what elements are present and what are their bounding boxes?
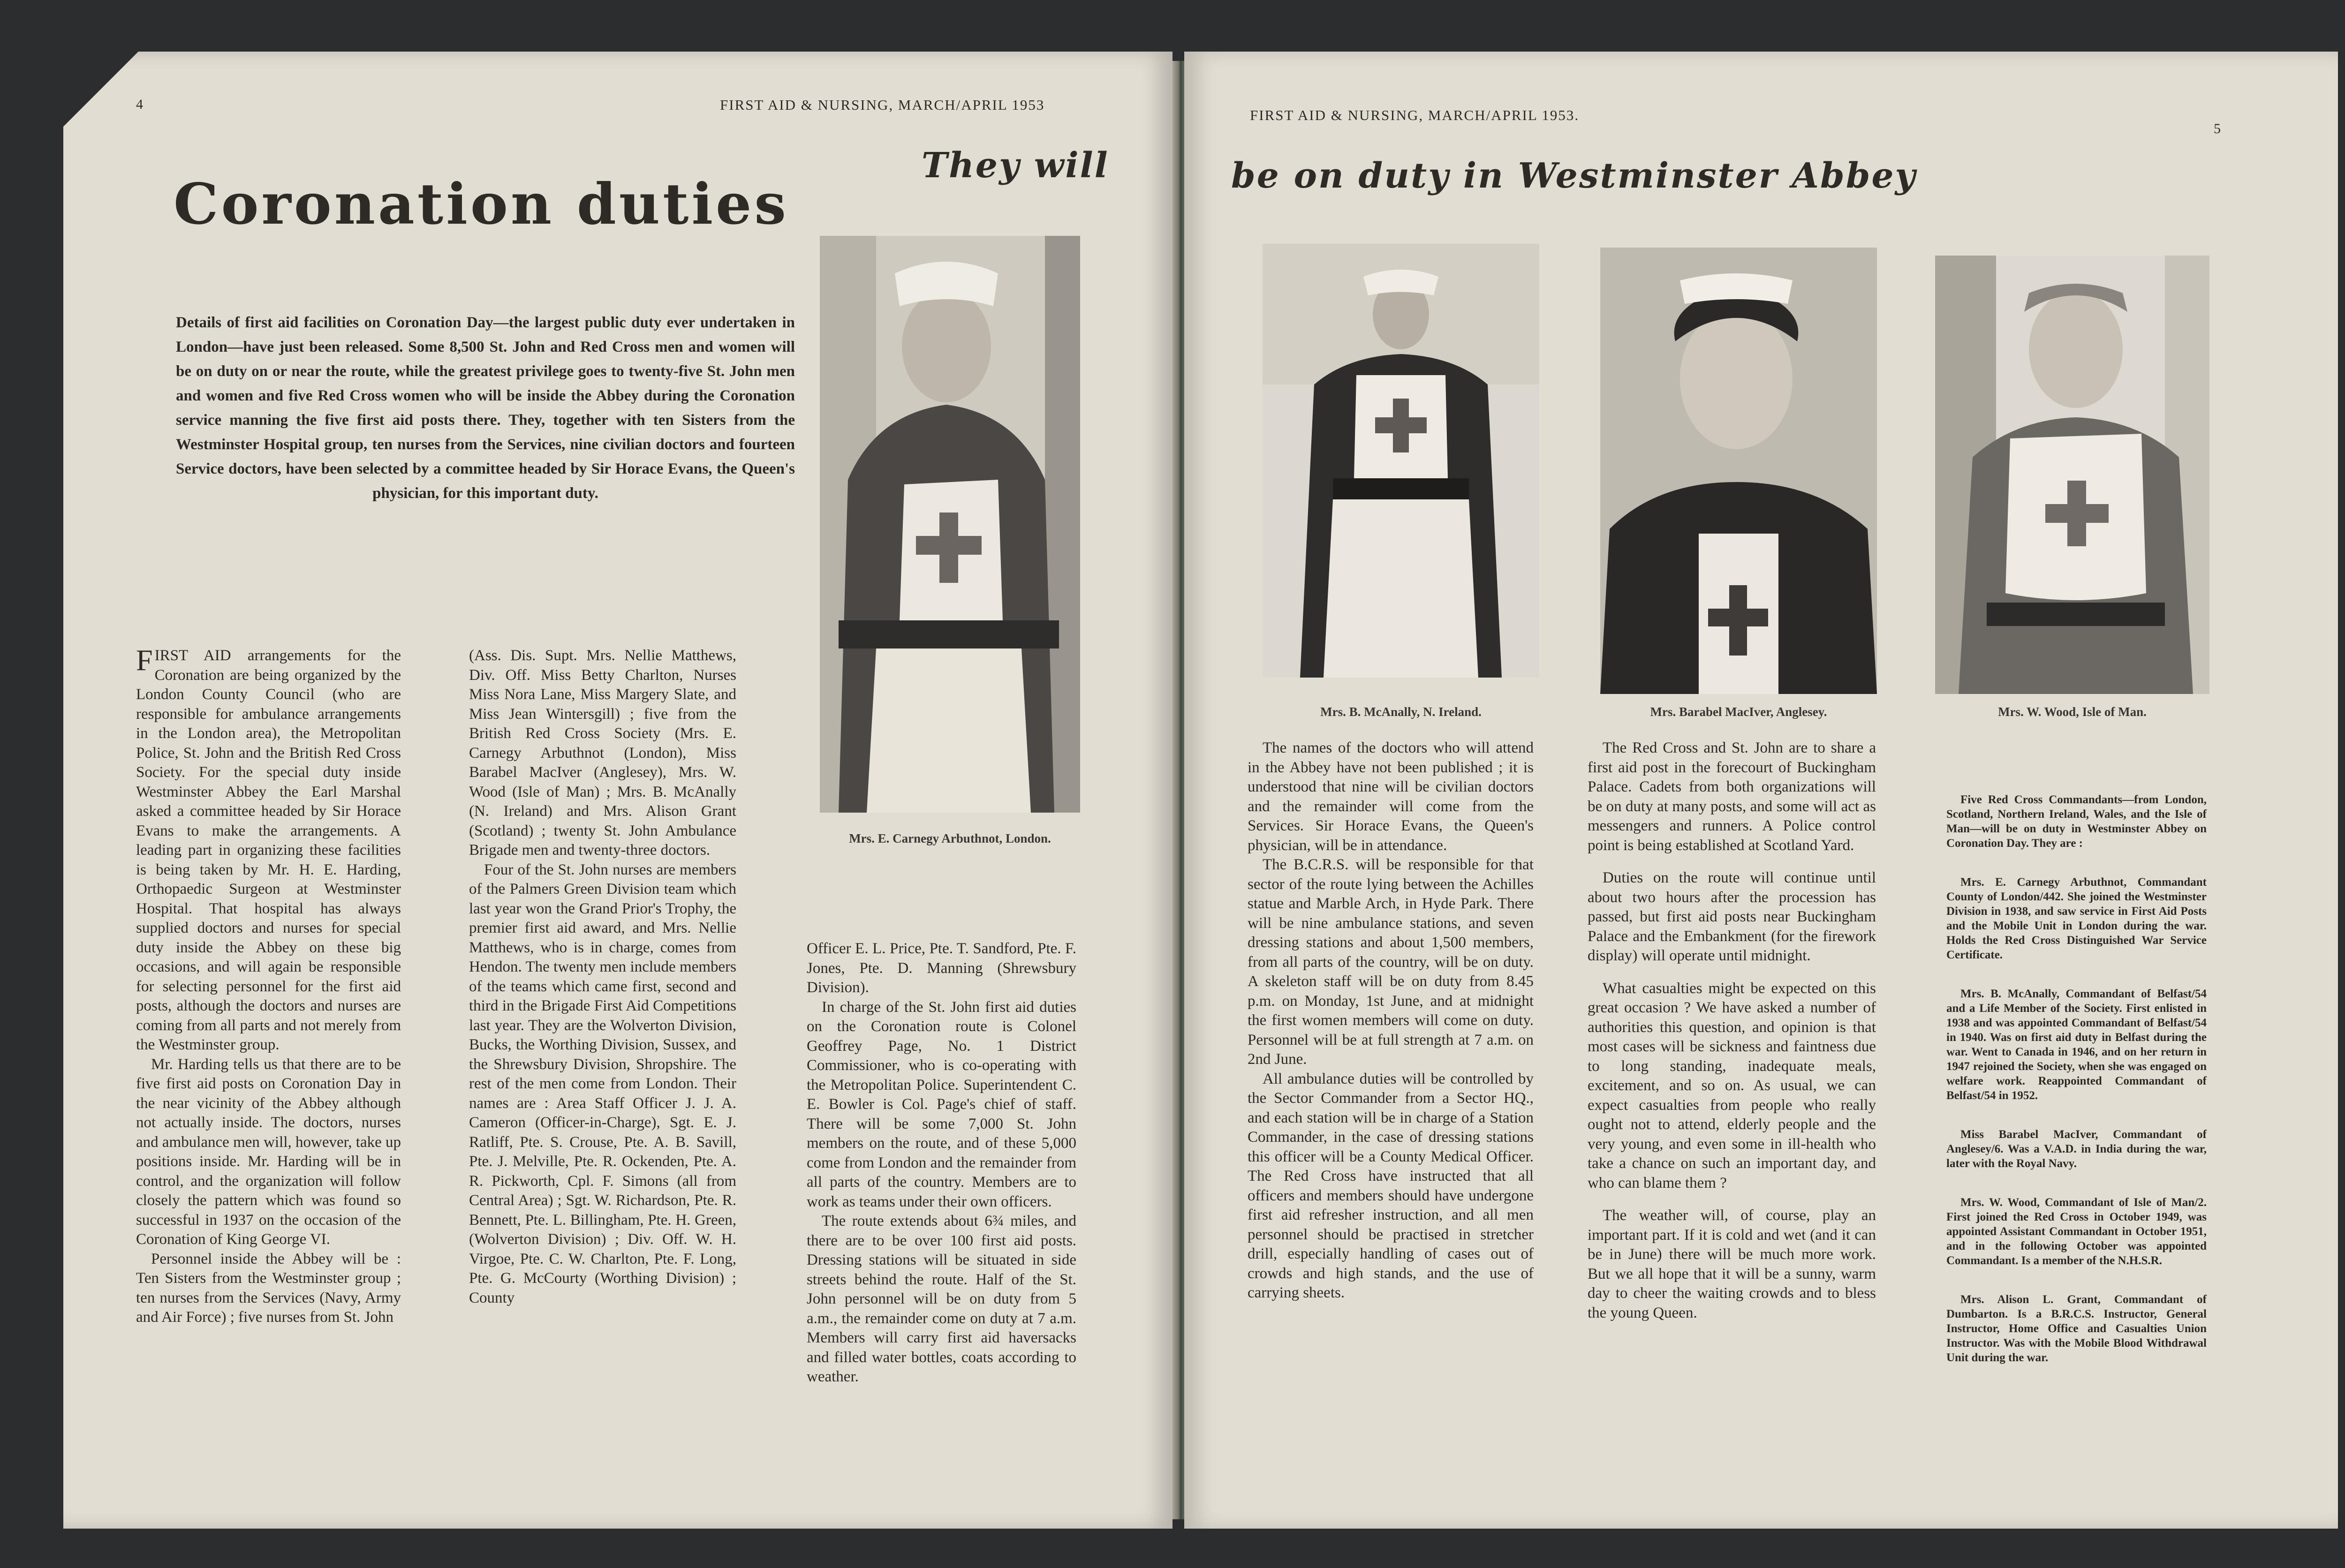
body-column-4 [1248, 739, 1534, 1303]
col3-paragraph-3: The route extends about 6¾ miles, and there are to be over 100 first aid posts. Dressing stations will be situated in side streets behind the route. Half of the St. John personnel will be on duty from 5 a.m., the remainder come on duty at 7 a.m. Members will carry first aid haversacks and filled water bottles, coats according to weather. [807, 1213, 1076, 1385]
photo-caption-wood: Mrs. W. Wood, Isle of Man. [1998, 705, 2147, 719]
body-column-3 [807, 939, 1076, 1387]
sidebar-bio-arbuthnot: Mrs. E. Carnegy Arbuthnot, Commandant County of London/442. She joined the Westminster Division in 1938, and saw service in First Aid Posts and the Mobile Unit in London during the war. Holds the Red Cross Distinguished War Service Certificate. [1946, 876, 2207, 961]
photo-caption-arbuthnot: Mrs. E. Carnegy Arbuthnot, London. [849, 831, 1051, 845]
page-number-left: 4 [136, 97, 144, 112]
body-column-1 [136, 643, 401, 1327]
torn-corner [63, 52, 138, 127]
standfirst: Details of first aid facilities on Coronation Day—the largest public duty ever undertaken in London—have just been released. Some 8,500 St. John and Red Cross men and women will be on duty on or near the route, while the greatest privilege goes to twenty-five St. John men and women and five Red Cross women who will be inside the Abbey during the Coronation service manning the five first aid posts there. They, together with ten Sisters from the Westminster Hospital group, ten nurses from the Services, nine civilian doctors and fourteen Service doctors, have been selected by a committee headed by Sir Horace Evans, the Queen's physician, for this important duty. [176, 314, 795, 502]
body-column-5 [1588, 739, 1876, 1323]
right-page [1184, 52, 2338, 1529]
sidebar-bio-wood: Mrs. W. Wood, Commandant of Isle of Man/2. First joined the Red Cross in October 1949, was appointed Assistant Commandant in October 1951, and in the following October was appointed Commandant. Is a member of the N.H.S.R. [1946, 1196, 2207, 1267]
running-head-left: FIRST AID & NURSING, MARCH/APRIL 1953 [720, 97, 1045, 113]
photo-maciver [1600, 248, 1877, 694]
col1-paragraph-1: IRST AID arrangements for the Coronation are being organized by the London County Council (who are responsible for ambulance arrangements in the London area), the Metropolitan Police, St. John and the British Red Cross Society. For the special duty inside Westminster Abbey the Earl Marshal asked a committee headed by Sir Horace Evans to make the arrangements. A leading part in organizing these facilities is being taken by Mr. H. E. Harding, Orthopaedic Surgeon at Westminster Hospital. That hospital has always supplied doctors and nurses for special duty inside the Abbey on these big occasions, and will again be responsible for selecting personnel for the first aid posts, although the doctors and nurses are coming from all parts and not merely from the Westminster group. [136, 647, 401, 1053]
col5-paragraph-1: The Red Cross and St. John are to share a first aid post in the forecourt of Buckingham Palace. Cadets from both organizations will be on duty at many posts, and some will act as messengers and runners. A Police control point is being established at Scotland Yard. [1588, 739, 1876, 854]
col3-paragraph-1: Officer E. L. Price, Pte. T. Sandford, Pte. F. Jones, Pte. D. Manning (Shrewsbury Division). [807, 940, 1076, 996]
drop-cap: F [136, 643, 153, 677]
col1-paragraph-2: Mr. Harding tells us that there are to be five first aid posts on Coronation Day in the near vicinity of the Abbey although not actually inside. The doctors, nurses and ambulance men will, however, take up positions inside. Mr. Harding will be in control, and the organization will follow closely the pattern which was found so successful in 1937 on the occasion of the Coronation of King George VI. [136, 1055, 401, 1248]
photo-wood [1935, 256, 2209, 694]
col4-paragraph-2: The B.C.R.S. will be responsible for that sector of the route lying between the Achilles statue and Marble Arch, in Hyde Park. There will be nine ambulance stations, and seven dressing stations and about 1,500 members, from all parts of the country, will be on duty. A skeleton staff will be on duty from 8.45 p.m. on Monday, 1st June, and at midnight the first women members will come on duty. Personnel will be at full strength at 7 a.m. on 2nd June. [1248, 856, 1534, 1068]
col3-paragraph-2: In charge of the St. John first aid duties on the Coronation route is Colonel Geoffrey Page, No. 1 District Commissioner, who is co-operating with the Metropolitan Police. Superintendent C. E. Bowler is Col. Page's chief of staff. There will be some 7,000 St. John members on the route, and of these 5,000 come from London and the remainder from all parts of the country. Members are to work as teams under their own officers. [807, 998, 1076, 1210]
sidebar-bio-mcanally: Mrs. B. McAnally, Commandant of Belfast/54 and a Life Member of the Society. First enlisted in 1938 and was appointed Commandant of Belfast/54 in 1940. Was on first aid duty in Belfast during the war. Went to Canada in 1946, and on her return in 1947 rejoined the Society, when she was engaged on welfare work. Reappointed Commandant of Belfast/54 in 1952. [1946, 988, 2207, 1102]
left-page [63, 52, 1172, 1529]
title-part-one: They will [922, 145, 1109, 186]
col2-paragraph-2: Four of the St. John nurses are members of the Palmers Green Division team which last year won the Grand Prior's Trophy, the premier first aid award, and Mrs. Nellie Matthews, who is in charge, comes from Hendon. The twenty men include members of the teams which came first, second and third in the Brigade First Aid Competitions last year. They are the Wolverton Division, Bucks, the Worthing Division, Sussex, and the Shrewsbury Division, Shropshire. The rest of the men come from London. Their names are : Area Staff Officer J. J. A. Cameron (Officer-in-Charge), Sgt. E. J. Ratliff, Pte. S. Crouse, Pte. A. B. Savill, Pte. J. Melville, Pte. R. Ockenden, Pte. A. R. Pickworth, Cpl. F. Simons (all from Central Area) ; Sgt. W. Richardson, Pte. R. Bennett, Pte. L. Billingham, Pte. H. Green, (Wolverton Division) ; Div. Off. W. H. Virgoe, Pte. C. W. Charlton, Pte. F. Long, Pte. G. McCourty (Worthing Division) ; County [469, 861, 736, 1306]
col2-paragraph-1: (Ass. Dis. Supt. Mrs. Nellie Matthews, Div. Off. Miss Betty Charlton, Nurses Miss Nora Lane, Miss Margery Slate, and Miss Jean Wintersgill) ; five from the British Red Cross Society (Mrs. E. Carnegy Arbuthnot (London), Miss Barabel MacIver (Anglesey), Mrs. W. Wood (Isle of Man) ; Mrs. B. McAnally (N. Ireland) and Mrs. Alison Grant (Scotland) ; twenty St. John Ambulance Brigade men and twenty-three doctors. [469, 647, 736, 859]
photo-caption-maciver: Mrs. Barabel MacIver, Anglesey. [1650, 705, 1827, 719]
body-column-2 [469, 646, 736, 1308]
sidebar-bio-maciver: Miss Barabel MacIver, Commandant of Anglesey/6. Was a V.A.D. in India during the war, later with the Royal Navy. [1946, 1128, 2207, 1170]
photo-mcanally [1263, 244, 1539, 678]
col1-paragraph-3: Personnel inside the Abbey will be : Ten Sisters from the Westminster group ; ten nurses from the Services (Navy, Army and Air Force) ; five nurses from St. John [136, 1250, 401, 1326]
col4-paragraph-3: All ambulance duties will be controlled by the Sector Commander from a Sector HQ., and each station will be in charge of a Station Commander, in the case of dressing stations this officer will be a County Medical Officer. The Red Cross have instructed that all officers and members should have undergone first aid refresher instruction, and all men personnel should be practised in stretcher drill, especially handling of cases out of crowds and high stands, and the use of carrying sheets. [1248, 1070, 1534, 1301]
photo-caption-mcanally: Mrs. B. McAnally, N. Ireland. [1320, 705, 1482, 719]
col5-paragraph-2: Duties on the route will continue until about two hours after the procession has passed, but first aid posts near Buckingham Palace and the Embankment (for the firework display) will operate until midnight. [1588, 869, 1876, 964]
sidebar-bio-grant: Mrs. Alison L. Grant, Commandant of Dumbarton. Is a B.R.C.S. Instructor, General Instructor, Home Office and Casualties Union Instructor. Was with the Mobile Blood Withdrawal Unit during the war. [1946, 1293, 2207, 1364]
page-title: Coronation duties [174, 171, 789, 237]
col5-paragraph-3: What casualties might be expected on this great occasion ? We have asked a number of authorities this question, and opinion is that most cases will be sickness and faintness due to long standing, inadequate meals, excitement, and so on. As usual, we can expect casualties from people who really ought not to attend, elderly people and the very young, and even some in ill-health who take a chance on such an important day, and who can blame them ? [1588, 980, 1876, 1191]
photo-carnegy-arbuthnot [820, 236, 1080, 813]
col5-paragraph-4: The weather will, of course, play an important part. If it is cold and wet (and it can be in June) there will be much more work. But we all hope that it will be a sunny, warm day to cheer the waiting crowds and to bless the young Queen. [1588, 1207, 1876, 1321]
sidebar-intro: Five Red Cross Commandants—from London, Scotland, Northern Ireland, Wales, and the Isle of Man—will be on duty in Westminster Abbey on Coronation Day. They are : [1946, 793, 2207, 850]
title-part-two: be on duty in Westminster Abbey [1231, 156, 1917, 196]
running-head-right: FIRST AID & NURSING, MARCH/APRIL 1953. [1250, 107, 1580, 123]
page-number-right: 5 [2214, 121, 2222, 136]
commandants-sidebar [1946, 792, 2207, 1389]
col4-paragraph-1: The names of the doctors who will attend in the Abbey have not been published ; it is understood that nine will be civilian doctors and the remainder will come from the Services. Sir Horace Evans, the Queen's physician, will be in attendance. [1248, 739, 1534, 854]
